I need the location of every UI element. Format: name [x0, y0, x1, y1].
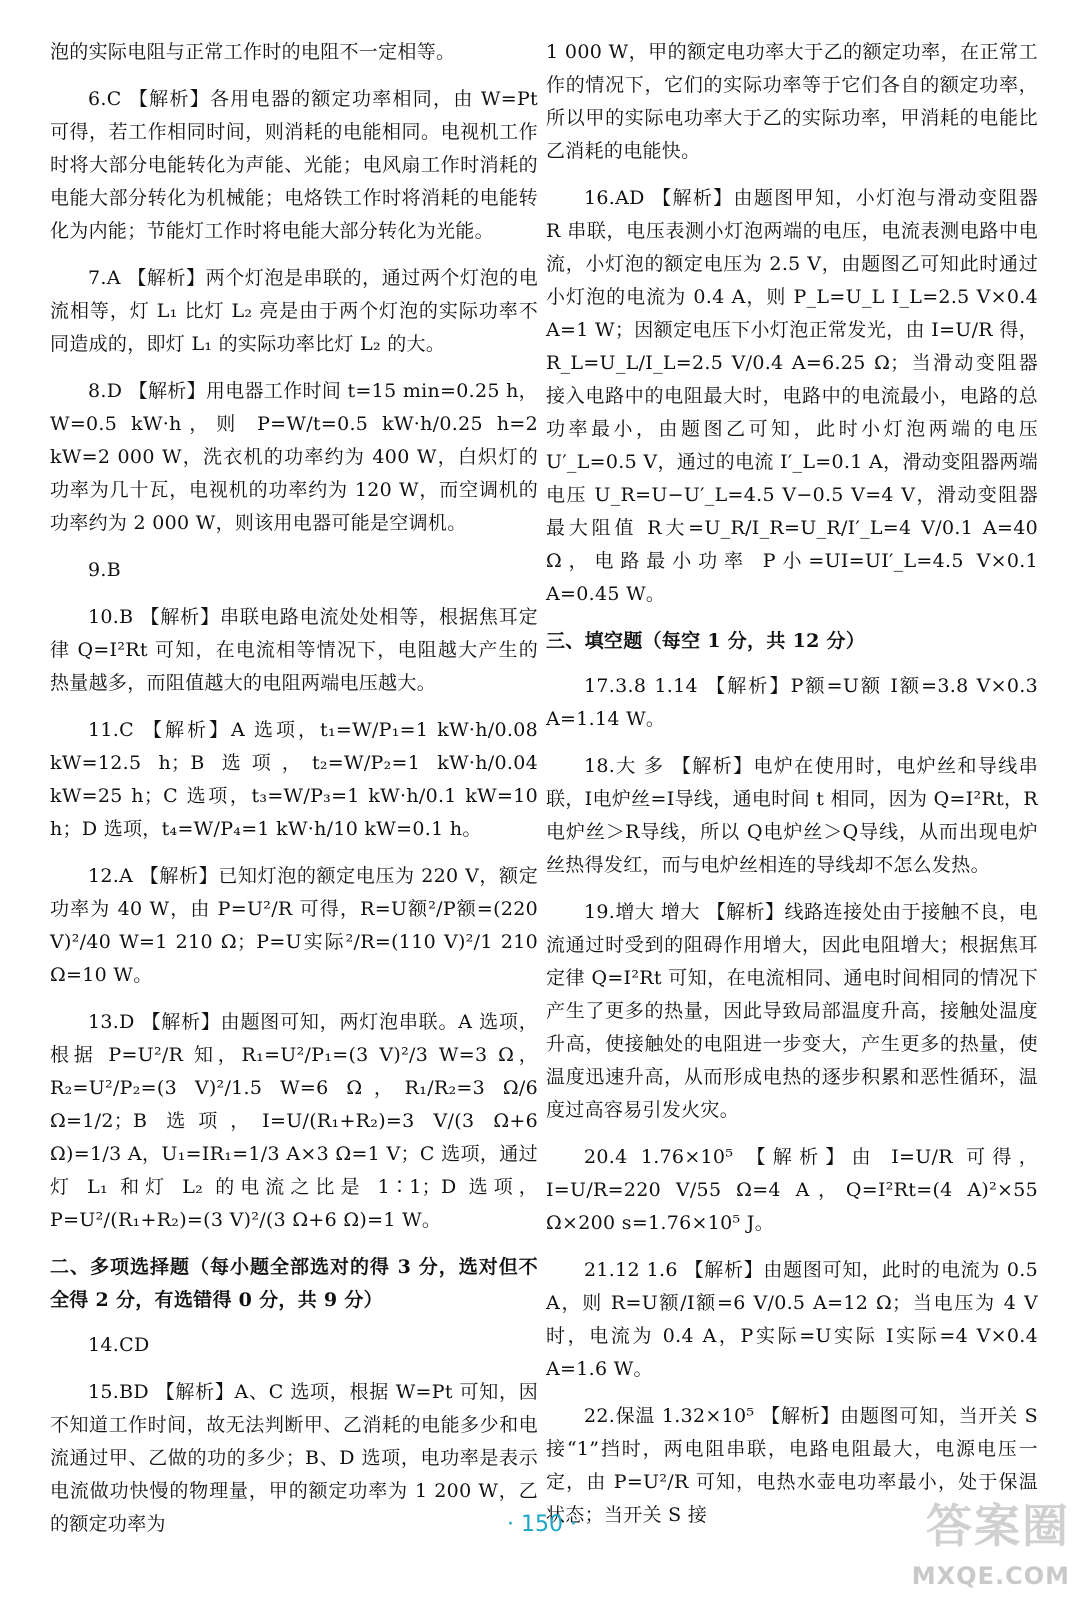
section-heading: 三、填空题（每空 1 分，共 12 分） [546, 630, 866, 652]
section-heading: 二、多项选择题（每小题全部选对的得 3 分，选对但不全得 2 分，有选错得 0 分，共 9 分） [50, 1256, 538, 1311]
answer-paragraph: 7.A 【解析】两个灯泡是串联的，通过两个灯泡的电流相等，灯 L₁ 比灯 L₂ 亮是由于两个灯泡的实际功率不同造成的，即灯 L₁ 的实际功率比灯 L₂ 的大。 [50, 267, 538, 355]
answer-paragraph: 8.D 【解析】用电器工作时间 t=15 min=0.25 h，W=0.5 kW·h，则 P=W/t=0.5 kW·h/0.25 h=2 kW=2 000 W，洗衣机的功率约为 400 W，白炽灯的功率为几十瓦，电视机的功率约为 120 W，而空调机的功率约为 2 000 W，则该用电器可能是空调机。 [50, 380, 538, 534]
answer-paragraph: 泡的实际电阻与正常工作时的电阻不一定相等。 [50, 41, 456, 63]
answer-paragraph: 18.大 多 【解析】电炉在使用时，电炉丝和导线串联，I电炉丝=I导线，通电时间 t 相同，因为 Q=I²Rt，R电炉丝＞R导线，所以 Q电炉丝＞Q导线，从而出现电炉丝热得发红，而与电炉丝相连的导线却不怎么发热。 [546, 755, 1038, 876]
right-column [546, 36, 1038, 1546]
answer-paragraph: 15.BD 【解析】A、C 选项，根据 W=Pt 可知，因不知道工作时间，故无法判断甲、乙消耗的电能多少和电流通过甲、乙做的功的多少；B、D 选项，电功率是表示电流做功快慢的物理量，甲的额定功率为 1 200 W，乙的额定功率为 [50, 1381, 538, 1535]
answer-paragraph: 22.保温 1.32×10⁵ 【解析】由题图可知，当开关 S 接“1”挡时，两电阻串联，电路电阻最大，电源电压一定，由 P=U²/R 可知，电热水壶电功率最小，处于保温状态；当开关 S 接 [546, 1405, 1038, 1526]
answer-paragraph: 14.CD [88, 1334, 150, 1356]
answer-paragraph: 11.C 【解析】A 选项，t₁=W/P₁=1 kW·h/0.08 kW=12.5 h；B 选项，t₂=W/P₂=1 kW·h/0.04 kW=25 h；C 选项，t₃=W/P₃=1 kW·h/0.1 kW=10 h；D 选项，t₄=W/P₄=1 kW·h/10 kW=0.1 h。 [50, 719, 538, 840]
answer-paragraph: 19.增大 增大 【解析】线路连接处由于接触不良，电流通过时受到的阻碍作用增大，因此电阻增大；根据焦耳定律 Q=I²Rt 可知，在电流相同、通电时间相同的情况下产生了更多的热量，因此导致局部温度升高，接触处温度升高，使接触处的电阻进一步变大，产生更多的热量，使温度迅速升高，从而形成电热的逐步积累和恶性循环，温度过高容易引发火灾。 [546, 901, 1038, 1121]
answer-paragraph: 9.B [88, 559, 121, 581]
answer-paragraph: 10.B 【解析】串联电路电流处处相等，根据焦耳定律 Q=I²Rt 可知，在电流相等情况下，电阻越大产生的热量越多，而阻值越大的电阻两端电压越大。 [50, 606, 538, 694]
watermark-logo [911, 1490, 1070, 1590]
answer-paragraph: 1 000 W，甲的额定电功率大于乙的额定功率，在正常工作的情况下，它们的实际功率等于它们各自的额定功率，所以甲的实际电功率大于乙的实际功率，甲消耗的电能比乙消耗的电能快。 [546, 41, 1038, 162]
answer-paragraph: 12.A 【解析】已知灯泡的额定电压为 220 V，额定功率为 40 W，由 P=U²/R 可得，R=U额²/P额=(220 V)²/40 W=1 210 Ω；P=U实际²/R=(110 V)²/1 210 Ω=10 W。 [50, 865, 538, 986]
answer-paragraph: 16.AD 【解析】由题图甲知，小灯泡与滑动变阻器 R 串联，电压表测小灯泡两端的电压，电流表测电路中电流，小灯泡的额定电压为 2.5 V，由题图乙可知此时通过小灯泡的电流为 0.4 A，则 P_L=U_L I_L=2.5 V×0.4 A=1 W；因额定电压下小灯泡正常发光，由 I=U/R 得，R_L=U_L/I_L=2.5 V/0.4 A=6.25 Ω；当滑动变阻器接入电路中的电阻最大时，电路中的电流最小，电路的总功率最小，由题图乙可知，此时小灯泡两端的电压 U′_L=0.5 V，通过的电流 I′_L=0.1 A，滑动变阻器两端电压 U_R=U−U′_L=4.5 V−0.5 V=4 V，滑动变阻器最大阻值 R大=U_R/I_R=U_R/I′_L=4 V/0.1 A=40 Ω，电路最小功率 P小=UI=UI′_L=4.5 V×0.1 A=0.45 W。 [546, 187, 1038, 605]
watermark-text: 答案圈 [926, 1499, 1070, 1553]
answer-paragraph: 20.4 1.76×10⁵ 【解析】由 I=U/R 可得，I=U/R=220 V/55 Ω=4 A，Q=I²Rt=(4 A)²×55 Ω×200 s=1.76×10⁵ J。 [546, 1146, 1038, 1234]
answer-paragraph: 13.D 【解析】由题图可知，两灯泡串联。A 选项，根据 P=U²/R 知，R₁=U²/P₁=(3 V)²/3 W=3 Ω，R₂=U²/P₂=(3 V)²/1.5 W=6 Ω，R₁/R₂=3 Ω/6 Ω=1/2；B 选项，I=U/(R₁+R₂)=3 V/(3 Ω+6 Ω)=1/3 A，U₁=IR₁=1/3 A×3 Ω=1 V；C 选项，通过灯 L₁ 和灯 L₂ 的电流之比是 1∶1；D 选项，P=U²/(R₁+R₂)=(3 V)²/(3 Ω+6 Ω)=1 W。 [50, 1011, 538, 1231]
answer-paragraph: 21.12 1.6 【解析】由题图可知，此时的电流为 0.5 A，则 R=U额/I额=6 V/0.5 A=12 Ω；当电压为 4 V 时，电流为 0.4 A，P实际=U实际 I实际=4 V×0.4 A=1.6 W。 [546, 1259, 1038, 1380]
watermark-url: MXQE.COM [911, 1562, 1070, 1590]
page-number: · 150 · [507, 1512, 577, 1537]
answer-paragraph: 6.C 【解析】各用电器的额定功率相同，由 W=Pt 可得，若工作相同时间，则消耗的电能相同。电视机工作时将大部分电能转化为声能、光能；电风扇工作时消耗的电能大部分转化为机械能；电烙铁工作时将消耗的电能转化为内能；节能灯工作时将电能大部分转化为光能。 [50, 88, 538, 242]
answer-paragraph: 17.3.8 1.14 【解析】P额=U额 I额=3.8 V×0.3 A=1.14 W。 [546, 675, 1038, 730]
left-column [50, 36, 538, 1555]
